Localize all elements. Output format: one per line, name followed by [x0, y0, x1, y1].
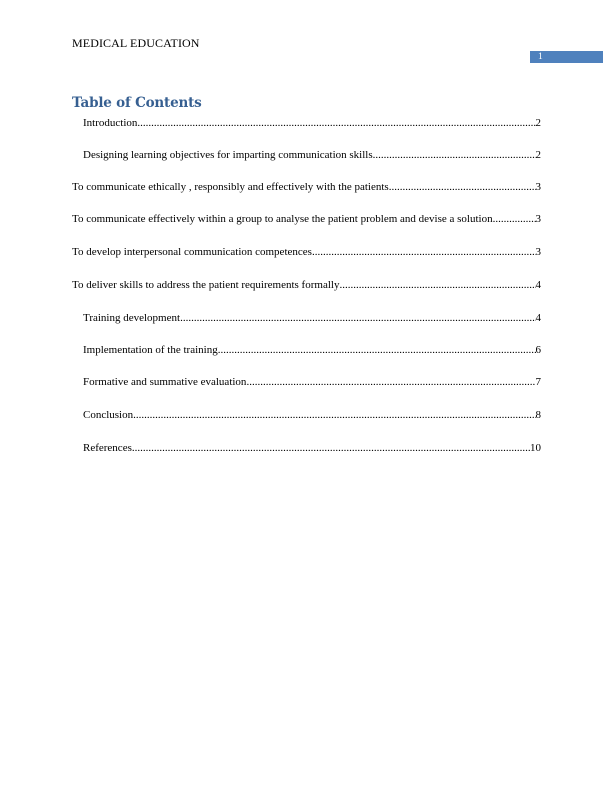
- running-head: MEDICAL EDUCATION: [72, 36, 200, 50]
- toc-entry-title: Formative and summative evaluation: [83, 376, 247, 388]
- toc-entry-training-development[interactable]: [83, 311, 541, 325]
- toc-entry-communicate-group[interactable]: [72, 212, 541, 226]
- toc-entry-title: Introduction: [83, 117, 138, 129]
- toc-entry-introduction[interactable]: [83, 116, 541, 130]
- toc-entry-title: Conclusion: [83, 409, 134, 421]
- toc-entry-page: 3: [535, 181, 541, 193]
- toc-leader-dots: [246, 375, 535, 389]
- toc-leader-dots: [132, 441, 530, 455]
- toc-entry-implementation[interactable]: [83, 343, 541, 357]
- toc-leader-dots: [133, 408, 535, 422]
- toc-entry-evaluation[interactable]: [83, 375, 541, 389]
- toc-entry-page: 2: [535, 149, 541, 161]
- toc-leader-dots: [312, 245, 536, 259]
- toc-entry-title: To deliver skills to address the patient requirements formally: [72, 279, 340, 291]
- toc-leader-dots: [137, 116, 535, 130]
- toc-entry-learning-objectives[interactable]: [83, 148, 541, 162]
- toc-entry-page: 3: [535, 213, 541, 225]
- toc-leader-dots: [339, 278, 535, 292]
- toc-entry-title: Designing learning objectives for imparting communication skills: [83, 149, 373, 161]
- toc-leader-dots: [493, 212, 536, 226]
- toc-leader-dots: [389, 180, 536, 194]
- toc-entry-communicate-ethically[interactable]: [72, 180, 541, 194]
- toc-entry-page: 7: [535, 376, 541, 388]
- toc-leader-dots: [373, 148, 536, 162]
- toc-heading: Table of Contents: [72, 95, 202, 111]
- toc-entry-page: 4: [535, 312, 541, 324]
- toc-entry-deliver-skills[interactable]: [72, 278, 541, 292]
- toc-entry-page: 3: [535, 246, 541, 258]
- toc-leader-dots: [180, 311, 535, 325]
- toc-entry-references[interactable]: [83, 441, 541, 455]
- toc-leader-dots: [218, 343, 536, 357]
- toc-entry-title: Implementation of the training: [83, 344, 218, 356]
- page-number-badge: 1: [530, 51, 603, 63]
- toc-entry-title: To communicate effectively within a group to analyse the patient problem and devise a solution: [72, 213, 493, 225]
- toc-entry-page: 6: [535, 344, 541, 356]
- toc-entry-page: 8: [535, 409, 541, 421]
- toc-entry-interpersonal[interactable]: [72, 245, 541, 259]
- toc-entry-page: 4: [535, 279, 541, 291]
- toc-entry-title: To develop interpersonal communication competences: [72, 246, 312, 258]
- toc-entry-conclusion[interactable]: [83, 408, 541, 422]
- toc-entry-page: 10: [530, 442, 541, 454]
- toc-entry-title: References: [83, 442, 132, 454]
- toc-entry-title: Training development: [83, 312, 181, 324]
- toc-entry-title: To communicate ethically , responsibly and effectively with the patients: [72, 181, 389, 193]
- toc-entry-page: 2: [535, 117, 541, 129]
